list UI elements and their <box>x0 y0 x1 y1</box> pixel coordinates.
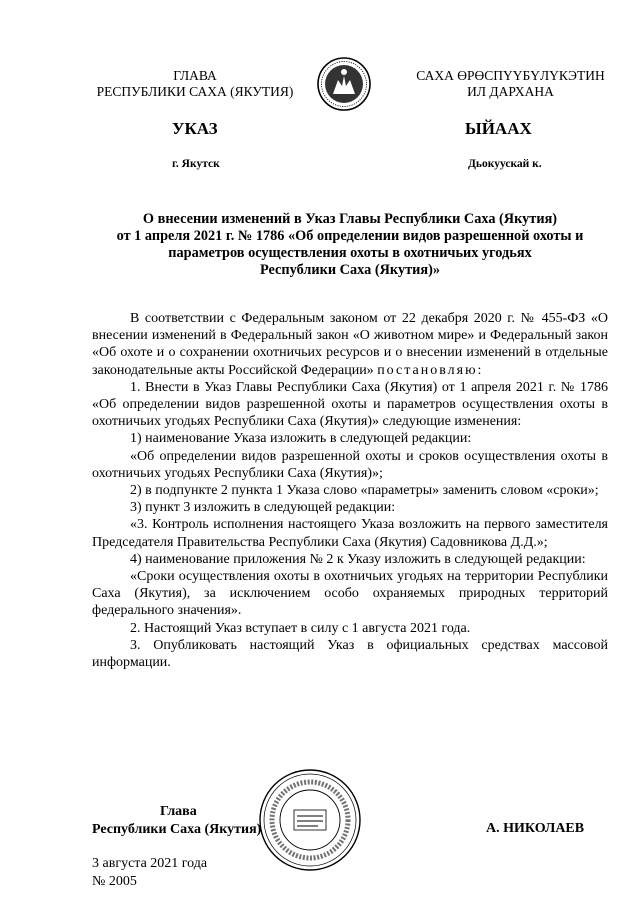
paragraph-1-3-quote: «3. Контроль исполнения настоящего Указа возложить на первого заместителя Председателя Правительства Республики Саха (Якутия) Садовникова Д.Д.»; <box>92 517 608 550</box>
paragraph-1-4: 4) наименование приложения № 2 к Указу изложить в следующей редакции: <box>130 551 586 567</box>
paragraph-1-1-quote: «Об определении видов разрешенной охоты и сроков осуществления охоты в охотничьих угодьях Республики Саха (Якутия)»; <box>92 448 608 481</box>
issuer-right-line2: ИЛ ДАРХАНА <box>467 84 554 99</box>
title-line-4: Республики Саха (Якутия)» <box>259 262 441 278</box>
title-line-1: О внесении изменений в Указ Главы Республики Саха (Якутия) <box>142 211 558 227</box>
decree-date: 3 августа 2021 года <box>92 856 208 871</box>
issuer-right <box>388 68 633 100</box>
issuer-left-line2: РЕСПУБЛИКИ САХА (ЯКУТИЯ) <box>96 84 294 99</box>
city-sah: Дьокуускай к. <box>468 158 542 170</box>
title-line-3: параметров осуществления охоты в охотничьих угодьях <box>168 245 532 261</box>
official-seal-icon <box>258 768 362 872</box>
issuer-right-line1: САХА ӨРӨСПҮҮБҮЛҮКЭТИН <box>416 68 605 83</box>
signer-title-line1: Глава <box>160 804 197 819</box>
title-line-2: от 1 апреля 2021 г. № 1786 «Об определении видов разрешенной охоты и <box>116 228 584 244</box>
signer-title-line2: Республики Саха (Якутия) <box>92 822 262 837</box>
paragraph-1-3: 3) пункт 3 изложить в следующей редакции: <box>130 500 396 516</box>
issuer-left-line1: ГЛАВА <box>173 68 217 83</box>
paragraph-3: 3. Опубликовать настоящий Указ в официальных средствах массовой информации. <box>92 637 608 671</box>
paragraph-2: 2. Настоящий Указ вступает в силу с 1 августа 2021 года. <box>130 620 471 636</box>
coat-of-arms-icon <box>316 56 372 112</box>
doc-type-ru: УКАЗ <box>172 119 218 138</box>
paragraph-1-2: 2) в подпункте 2 пункта 1 Указа слово «параметры» заменить словом «сроки»; <box>130 483 599 499</box>
decree-body <box>92 310 608 671</box>
preamble-paragraph <box>92 310 608 379</box>
paragraph-1-1: 1) наименование Указа изложить в следующей редакции: <box>130 431 472 447</box>
preamble-text: В соответствии с Федеральным законом от 22 декабря 2020 г. № 455-ФЗ «О внесении изменений в Федеральный закон «О животном мире» и Федеральный закон «Об охоте и о сохранении охотничьих ресурсов и о внесении изменений в отдельные законодательные акты Российской Федерации» <box>92 311 608 378</box>
issuer-left <box>70 68 320 100</box>
doc-type-sah: ЫЙААХ <box>465 119 532 138</box>
signer-name: А. НИКОЛАЕВ <box>486 821 585 836</box>
decree-title <box>70 211 630 279</box>
city-ru: г. Якутск <box>172 158 220 170</box>
decree-number: № 2005 <box>92 874 137 889</box>
paragraph-1-4-quote: «Сроки осуществления охоты в охотничьих угодьях на территории Республики Саха (Якутия), за исключением особо охраняемых природных территорий федерального значения». <box>92 569 608 619</box>
paragraph-1: 1. Внести в Указ Главы Республики Саха (Якутия) от 1 апреля 2021 г. № 1786 «Об определении видов разрешенной охоты и параметров осуществления охоты в охотничьих угодьях Республики Саха (Якутия)» следующие изменения: <box>92 379 608 430</box>
decree-word: постановляю: <box>377 362 484 378</box>
